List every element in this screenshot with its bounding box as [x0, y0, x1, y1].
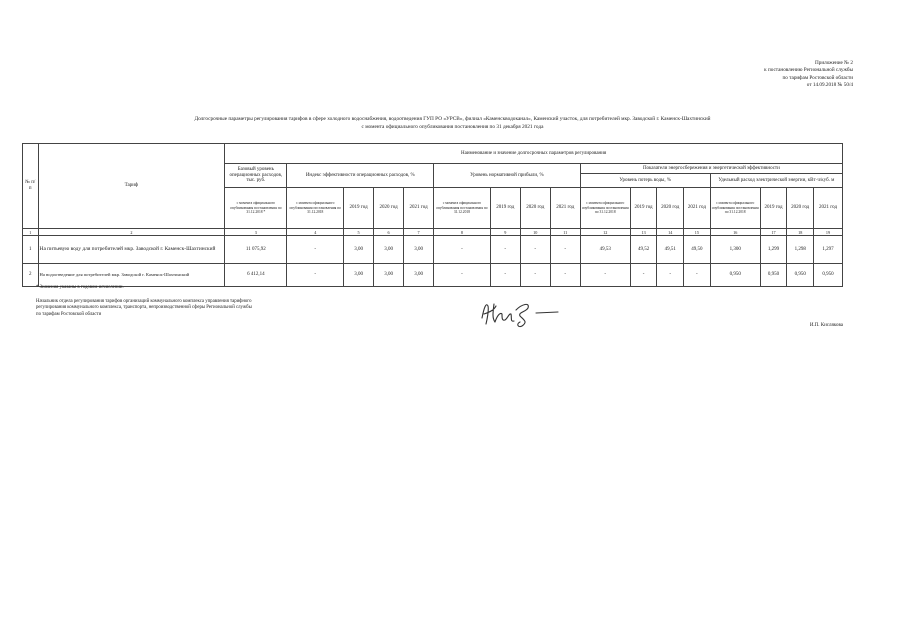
- year-header: 2021 год: [684, 188, 711, 229]
- annex-line: от 14.09.2018 № 50/4: [806, 82, 853, 89]
- column-number: 12: [580, 229, 630, 236]
- header-tariff: Тариф: [38, 144, 225, 229]
- column-number: 18: [787, 229, 814, 236]
- index-value: -: [287, 264, 344, 287]
- year-header: 2019 год: [630, 188, 657, 229]
- row-number: 1: [23, 236, 39, 264]
- water-loss-value: 49,51: [657, 236, 684, 264]
- year-header: 2020 год: [657, 188, 684, 229]
- column-number: 15: [684, 229, 711, 236]
- subheader-electro-period: с момента официального опубликования постановления по 31.12.2018: [710, 188, 760, 229]
- column-number: 6: [374, 229, 404, 236]
- index-value: 3,00: [344, 264, 374, 287]
- header-water-loss: Уровень потерь воды, %: [580, 174, 710, 188]
- profit-value: -: [434, 236, 491, 264]
- title-line-1: Долгосрочные параметры регулирования тарифов в сфере холодного водоснабжения, водоотведения ГУП РО «УРСВ», филиал «Каменскводоканал», Каменский участок, для потребителей мкр. Заводской г. Каменск-Шахтинский: [194, 116, 711, 122]
- column-number: 19: [814, 229, 843, 236]
- electro-value: 0,950: [760, 264, 787, 287]
- subheader-loss-period: с момента официального опубликования постановления по 31.12.2018: [580, 188, 630, 229]
- column-number: 14: [657, 229, 684, 236]
- annex-line: Приложение № 2: [815, 60, 853, 66]
- electro-value: 1,297: [814, 236, 843, 264]
- water-loss-value: 49,50: [684, 236, 711, 264]
- electro-value: 0,950: [710, 264, 760, 287]
- electro-value: 1,299: [760, 236, 787, 264]
- electro-value: 1,300: [710, 236, 760, 264]
- column-number: 10: [520, 229, 550, 236]
- water-loss-value: 49,52: [630, 236, 657, 264]
- header-electro: Удельный расход электрической энергии, кВт·ч/куб. м: [710, 174, 842, 188]
- year-header: 2020 год: [520, 188, 550, 229]
- base-level-value: 11 075,92: [225, 236, 287, 264]
- year-header: 2021 год: [814, 188, 843, 229]
- column-number: 7: [404, 229, 434, 236]
- signer-position-line: Начальник отдела регулирования тарифов организаций коммунального комплекса управления тарифного: [36, 299, 252, 304]
- electro-value: 1,298: [787, 236, 814, 264]
- subheader-index-period: с момента официального опубликования постановления по 31.12.2018: [287, 188, 344, 229]
- year-header: 2020 год: [374, 188, 404, 229]
- index-value: 3,00: [404, 264, 434, 287]
- annex-line: к постановлению Региональной службы: [764, 67, 853, 74]
- tariff-parameters-table: [22, 143, 843, 287]
- annex-header: [764, 60, 853, 90]
- header-base-level: Базовый уровень операционных расходов, тыс. руб.: [225, 164, 287, 188]
- water-loss-value: -: [580, 264, 630, 287]
- header-index-efficiency: Индекс эффективности операционных расходов, %: [287, 164, 434, 188]
- signer-position: [36, 299, 252, 318]
- subheader-profit-period: с момента официального опубликования постановления по 31.12.2018: [434, 188, 491, 229]
- profit-value: -: [550, 236, 580, 264]
- base-level-value: 6 412,14: [225, 264, 287, 287]
- profit-value: -: [520, 264, 550, 287]
- annex-line: по тарифам Ростовской области: [782, 74, 853, 81]
- year-header: 2020 год: [787, 188, 814, 229]
- handwritten-signature: [478, 296, 568, 330]
- column-number-row: [23, 229, 843, 236]
- profit-value: -: [490, 236, 520, 264]
- column-number: 9: [490, 229, 520, 236]
- index-value: 3,00: [374, 264, 404, 287]
- header-num: № п/п: [23, 144, 39, 229]
- column-number: 4: [287, 229, 344, 236]
- column-number: 16: [710, 229, 760, 236]
- table-row: [23, 236, 843, 264]
- index-value: 3,00: [344, 236, 374, 264]
- column-number: 17: [760, 229, 787, 236]
- subheader-base-period: с момента официального опубликования постановления по 31.12.2018 *: [225, 188, 287, 229]
- year-header: 2019 год: [760, 188, 787, 229]
- footnote: * Значения указаны в годовом исчислении.: [36, 285, 124, 290]
- electro-value: 0,950: [814, 264, 843, 287]
- tariff-name: На водоотведение для потребителей мкр. Заводской г. Каменск-Шахтинский: [38, 264, 225, 287]
- electro-value: 0,950: [787, 264, 814, 287]
- column-number: 13: [630, 229, 657, 236]
- column-number: 1: [23, 229, 39, 236]
- water-loss-value: 49,53: [580, 236, 630, 264]
- document-title: [60, 116, 845, 131]
- signer-position-line: регулирования коммунального комплекса, транспорта, непроизводственной сферы Региональной службы: [36, 305, 252, 311]
- header-normative-profit: Уровень нормативной прибыли, %: [434, 164, 581, 188]
- header-energy-group: Показатели энергосбережения и энергетической эффективности: [580, 164, 842, 174]
- column-number: 5: [344, 229, 374, 236]
- water-loss-value: -: [684, 264, 711, 287]
- signer-position-line: по тарифам Ростовской области: [36, 311, 102, 317]
- row-number: 2: [23, 264, 39, 287]
- title-line-2: с момента официального опубликования постановления по 31 декабря 2021 года: [361, 123, 544, 130]
- year-header: 2019 год: [344, 188, 374, 229]
- year-header: 2021 год: [404, 188, 434, 229]
- profit-value: -: [520, 236, 550, 264]
- column-number: 8: [434, 229, 491, 236]
- column-number: 11: [550, 229, 580, 236]
- index-value: -: [287, 236, 344, 264]
- water-loss-value: -: [630, 264, 657, 287]
- column-number: 3: [225, 229, 287, 236]
- table-row: [23, 264, 843, 287]
- signer-name: И.П. Кислякова: [809, 323, 843, 328]
- index-value: 3,00: [374, 236, 404, 264]
- profit-value: -: [550, 264, 580, 287]
- year-header: 2019 год: [490, 188, 520, 229]
- profit-value: -: [490, 264, 520, 287]
- column-number: 2: [38, 229, 225, 236]
- water-loss-value: -: [657, 264, 684, 287]
- year-header: 2021 год: [550, 188, 580, 229]
- tariff-name: На питьевую воду для потребителей мкр. Заводской г. Каменск-Шахтинский: [38, 236, 225, 264]
- index-value: 3,00: [404, 236, 434, 264]
- profit-value: -: [434, 264, 491, 287]
- header-parameters-group: Наименование и значение долгосрочных параметров регулирования: [225, 144, 843, 164]
